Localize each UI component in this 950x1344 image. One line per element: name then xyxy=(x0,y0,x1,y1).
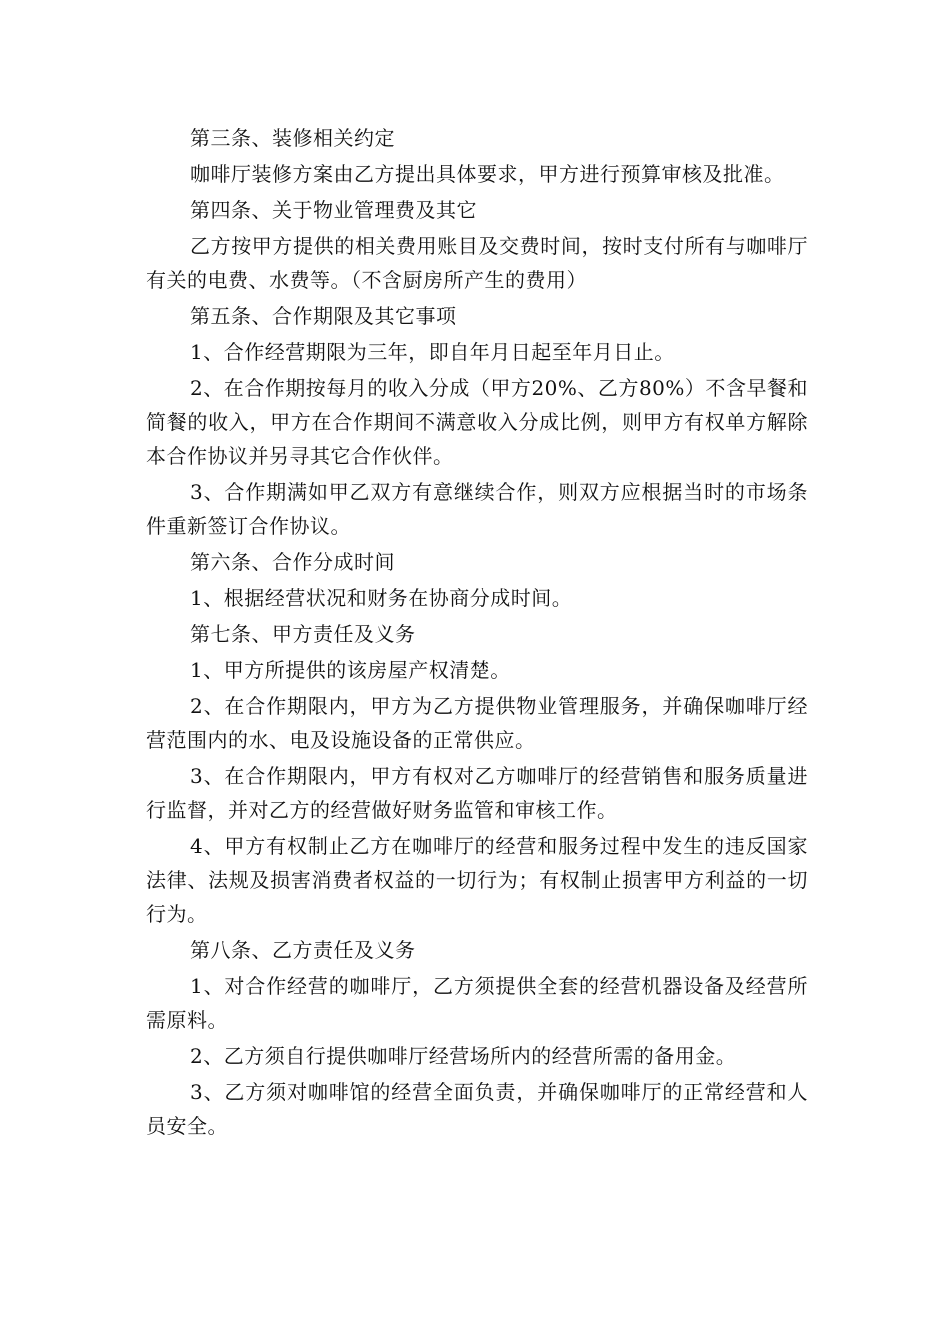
article-3-text: 咖啡厅装修方案由乙方提出具体要求，甲方进行预算审核及批准。 xyxy=(190,162,785,186)
article-7-heading: 第七条、甲方责任及义务 xyxy=(190,622,416,646)
article-7-item-2: 2、在合作期限内，甲方为乙方提供物业管理服务，并确保咖啡厅经营范围内的水、电及设施设备的正常供应。 xyxy=(146,694,808,752)
article-5-heading: 第五条、合作期限及其它事项 xyxy=(190,304,457,328)
document-body xyxy=(146,121,808,1145)
article-5-item-3: 3、合作期满如甲乙双方有意继续合作，则双方应根据当时的市场条件重新签订合作协议。 xyxy=(146,480,808,538)
article-8-heading: 第八条、乙方责任及义务 xyxy=(190,938,416,962)
article-7-item-4: 4、甲方有权制止乙方在咖啡厅的经营和服务过程中发生的违反国家法律、法规及损害消费者权益的一切行为；有权制止损害甲方利益的一切行为。 xyxy=(146,834,808,926)
article-7-item-3: 3、在合作期限内，甲方有权对乙方咖啡厅的经营销售和服务质量进行监督，并对乙方的经营做好财务监管和审核工作。 xyxy=(146,764,808,822)
article-3-heading: 第三条、装修相关约定 xyxy=(190,126,395,150)
article-6-heading: 第六条、合作分成时间 xyxy=(190,550,395,574)
article-8-item-1: 1、对合作经营的咖啡厅，乙方须提供全套的经营机器设备及经营所需原料。 xyxy=(146,974,808,1032)
article-7-item-1: 1、甲方所提供的该房屋产权清楚。 xyxy=(190,658,511,682)
article-6-item-1: 1、根据经营状况和财务在协商分成时间。 xyxy=(190,586,573,610)
article-4-heading: 第四条、关于物业管理费及其它 xyxy=(190,198,477,222)
article-4-text: 乙方按甲方提供的相关费用账目及交费时间，按时支付所有与咖啡厅有关的电费、水费等。（不含厨房所产生的费用） xyxy=(146,234,808,292)
article-8-item-2: 2、乙方须自行提供咖啡厅经营场所内的经营所需的备用金。 xyxy=(190,1044,737,1068)
article-5-item-2: 2、在合作期按每月的收入分成（甲方20%、乙方80%）不含早餐和简餐的收入，甲方在合作期间不满意收入分成比例，则甲方有权单方解除本合作协议并另寻其它合作伙伴。 xyxy=(146,376,808,468)
article-8-item-3: 3、乙方须对咖啡馆的经营全面负责，并确保咖啡厅的正常经营和人员安全。 xyxy=(146,1080,808,1138)
article-5-item-1: 1、合作经营期限为三年，即自年月日起至年月日止。 xyxy=(190,340,675,364)
